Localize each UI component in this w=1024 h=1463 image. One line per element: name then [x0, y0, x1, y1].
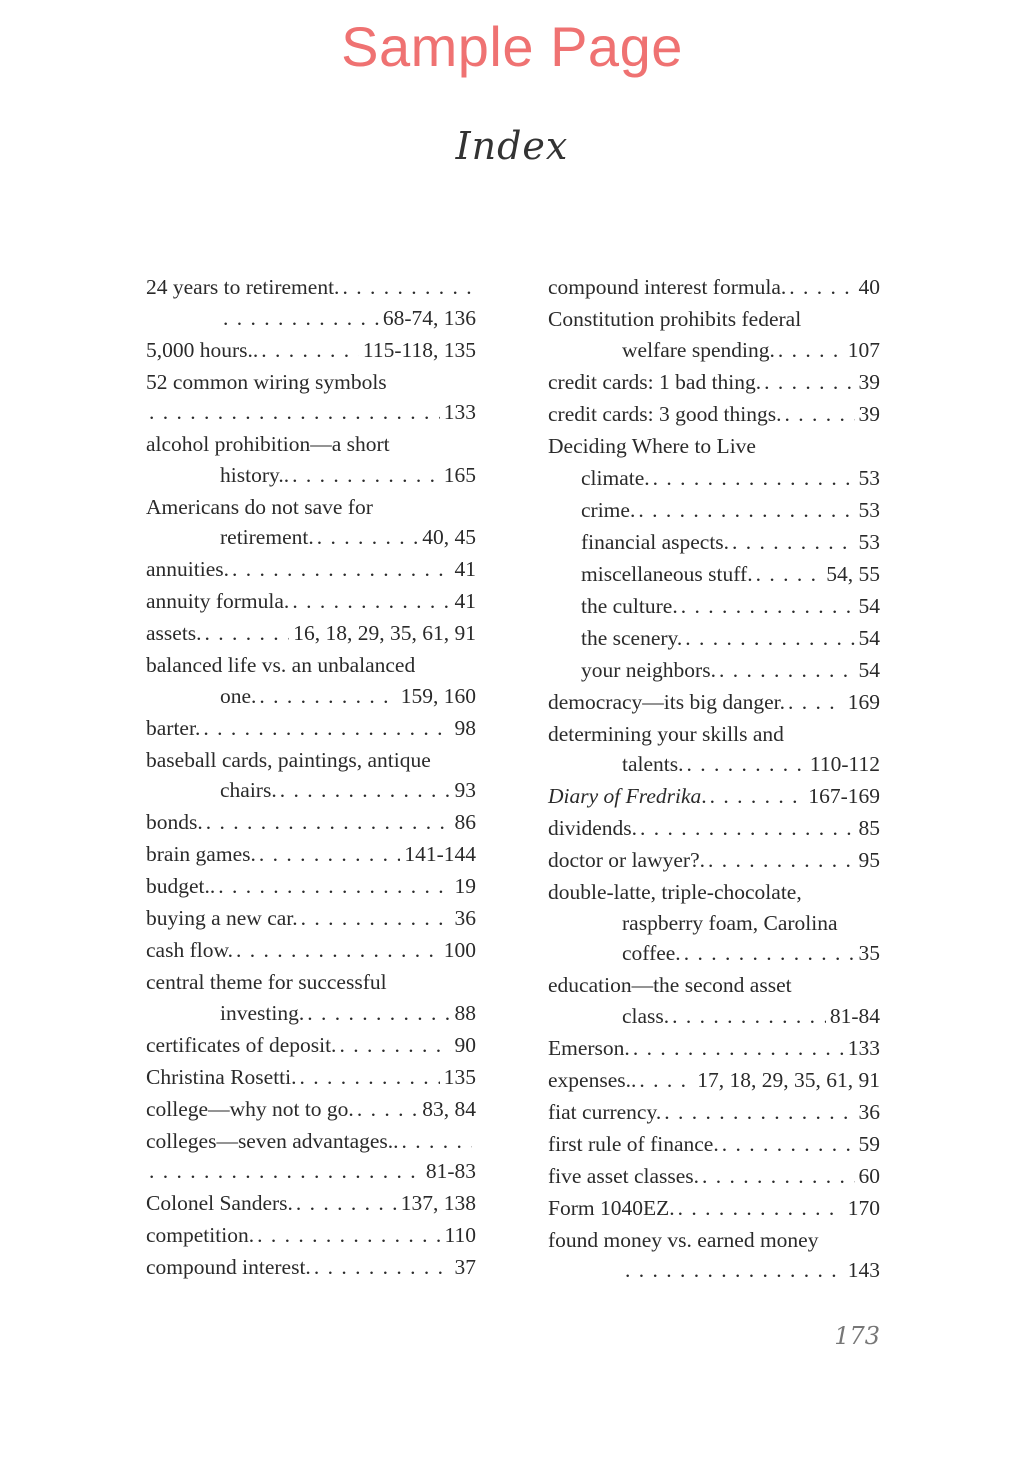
index-term: Colonel Sanders. — [146, 1191, 293, 1215]
index-entry-line — [146, 745, 476, 776]
index-entry-line — [548, 1065, 880, 1096]
index-entry-line — [548, 1161, 880, 1192]
index-entry — [548, 591, 880, 622]
dot-leader — [236, 935, 440, 966]
index-entry-line — [548, 1193, 880, 1224]
index-page-refs: 39 — [858, 401, 880, 426]
index-entry — [548, 495, 880, 526]
index-entry — [146, 1220, 476, 1251]
index-entry-line — [548, 970, 880, 1001]
index-entry — [146, 554, 476, 585]
index-term: climate. — [581, 465, 650, 490]
index-term: brain games. — [146, 842, 256, 866]
index-term: crime. — [581, 497, 636, 522]
index-page-refs: 54 — [858, 657, 880, 682]
dot-leader — [784, 399, 854, 430]
index-entry — [548, 845, 880, 876]
index-entry-line — [548, 877, 880, 908]
index-term: competition. — [146, 1223, 255, 1247]
index-term: annuities. — [146, 557, 229, 581]
dot-leader — [685, 623, 854, 654]
index-term: baseball cards, paintings, antique — [146, 747, 431, 772]
index-page-refs: 81-83 — [425, 1159, 476, 1183]
index-page-refs: 141-144 — [404, 842, 476, 866]
index-page-refs: 53 — [858, 497, 880, 522]
index-term: democracy—its big danger. — [548, 689, 786, 714]
index-entry-line — [146, 429, 476, 460]
index-entry-line — [146, 303, 476, 334]
index-page-refs: 107 — [847, 337, 880, 362]
index-term: balanced life vs. an unbalanced — [146, 653, 416, 677]
index-page-refs: 110 — [444, 1223, 476, 1247]
index-page-refs: 85 — [858, 816, 880, 840]
index-entry-line — [548, 367, 880, 398]
index-term: welfare spending. — [622, 337, 775, 362]
index-term: investing. — [220, 1000, 305, 1025]
index-term: Deciding Where to Live — [548, 433, 756, 458]
dot-leader — [205, 618, 290, 649]
index-term: fiat currency. — [548, 1099, 662, 1124]
index-term: five asset classes. — [548, 1163, 700, 1188]
index-entry-line — [548, 1033, 880, 1064]
index-entry-line — [548, 1225, 880, 1256]
index-entry-line — [548, 813, 880, 844]
index-entry-line — [548, 908, 880, 939]
index-page-refs: 36 — [454, 906, 476, 930]
dot-leader — [257, 1220, 440, 1251]
dot-leader — [280, 775, 451, 806]
dot-leader — [149, 397, 440, 428]
index-term: double-latte, triple-chocolate, — [548, 880, 802, 904]
index-entry — [548, 877, 880, 969]
dot-leader — [778, 335, 844, 366]
index-entry-line — [146, 998, 476, 1029]
dot-leader — [789, 272, 854, 303]
index-entry-line — [146, 650, 476, 681]
index-term: central theme for successful — [146, 970, 387, 994]
index-term: Emerson. — [548, 1035, 630, 1060]
index-entry-line — [146, 775, 476, 806]
index-term: compound interest. — [146, 1255, 311, 1279]
index-page-refs: 54 — [858, 593, 880, 618]
index-page-refs: 59 — [858, 1131, 880, 1156]
index-entry-line — [146, 1062, 476, 1093]
index-term: credit cards: 1 bad thing. — [548, 369, 762, 394]
index-entry-line — [146, 1156, 476, 1187]
dot-leader — [203, 713, 450, 744]
index-entry — [146, 586, 476, 617]
index-entry-line — [548, 655, 880, 686]
index-term-suffix: . — [701, 784, 707, 808]
index-entry-line — [146, 871, 476, 902]
index-page-refs: 68-74, 136 — [382, 305, 476, 330]
dot-leader — [764, 367, 854, 398]
page-number: 173 — [834, 1322, 880, 1350]
dot-leader — [402, 1126, 472, 1157]
index-entry — [548, 655, 880, 686]
index-entry-line — [146, 335, 476, 366]
index-term: history.. — [220, 462, 290, 487]
dot-leader — [708, 845, 855, 876]
index-page-refs: 40, 45 — [422, 525, 476, 549]
dot-leader — [788, 687, 844, 718]
index-page-refs: 17, 18, 29, 35, 61, 91 — [697, 1067, 880, 1092]
index-entry-line — [548, 623, 880, 654]
index-entry-line — [146, 903, 476, 934]
index-page-refs: 100 — [443, 938, 476, 962]
index-entry-line — [548, 399, 880, 430]
index-term: found money vs. earned money — [548, 1227, 819, 1252]
index-entry-line — [146, 1030, 476, 1061]
index-entry-line — [548, 1129, 880, 1160]
index-term: talents. — [622, 752, 684, 776]
index-column-left — [146, 272, 476, 1284]
dot-leader — [664, 1097, 854, 1128]
index-entry — [548, 970, 880, 1031]
index-term: Form 1040EZ. — [548, 1195, 675, 1220]
index-term: 52 common wiring symbols — [146, 369, 387, 394]
index-entry-line — [548, 781, 880, 812]
dot-leader — [218, 871, 450, 902]
index-entry-line — [548, 272, 880, 303]
index-page-refs: 167-169 — [808, 784, 880, 808]
index-term: first rule of finance. — [548, 1131, 719, 1156]
index-entry-line — [548, 463, 880, 494]
index-term: the scenery. — [581, 625, 683, 650]
index-entry-line — [146, 367, 476, 398]
index-page-refs: 19 — [454, 874, 476, 898]
index-page-refs: 88 — [454, 1000, 476, 1025]
index-entry-line — [146, 522, 476, 553]
index-term: budget.. — [146, 874, 216, 898]
index-entry — [146, 1126, 476, 1187]
index-term: buying a new car. — [146, 906, 298, 930]
index-entry — [146, 745, 476, 806]
index-entry — [548, 719, 880, 780]
index-page-refs: 16, 18, 29, 35, 61, 91 — [293, 621, 476, 645]
index-entry — [146, 935, 476, 966]
index-entry — [548, 623, 880, 654]
dot-leader — [756, 559, 823, 590]
index-entry — [146, 492, 476, 553]
index-term: assets. — [146, 621, 202, 645]
index-entry — [146, 1188, 476, 1219]
dot-leader — [672, 1001, 826, 1032]
index-entry — [146, 650, 476, 711]
index-term: certificates of deposit. — [146, 1032, 337, 1057]
index-entry-line — [548, 719, 880, 750]
index-entry-line — [146, 713, 476, 744]
index-page-refs: 39 — [858, 369, 880, 394]
index-entry — [146, 871, 476, 902]
index-term: college—why not to go. — [146, 1096, 354, 1121]
index-term: doctor or lawyer?. — [548, 848, 705, 872]
index-term: cash flow. — [146, 938, 233, 962]
index-page-refs: 169 — [847, 689, 880, 714]
dot-leader — [684, 938, 855, 969]
index-page-refs: 35 — [858, 941, 880, 965]
index-entry-line — [548, 591, 880, 622]
index-page-refs: 41 — [454, 557, 476, 581]
index-page-refs: 53 — [858, 465, 880, 490]
index-term: Christina Rosetti. — [146, 1064, 297, 1089]
index-entry — [146, 429, 476, 490]
index-entry — [548, 367, 880, 398]
index-term: determining your skills and — [548, 721, 784, 746]
index-entry — [548, 1097, 880, 1128]
index-term: miscellaneous stuff. — [581, 561, 753, 586]
index-page-refs: 36 — [858, 1099, 880, 1124]
index-entry-line — [146, 554, 476, 585]
index-page-refs: 110-112 — [809, 752, 880, 776]
index-entry — [548, 431, 880, 462]
index-entry — [548, 1033, 880, 1064]
index-entry-line — [146, 1126, 476, 1157]
index-entry — [146, 367, 476, 428]
index-page-refs: 115-118, 135 — [362, 337, 476, 362]
dot-leader — [292, 586, 450, 617]
index-entry-line — [548, 335, 880, 366]
index-term: barter. — [146, 715, 201, 740]
index-entry — [548, 1193, 880, 1224]
index-page-refs: 40 — [858, 275, 880, 299]
dot-leader — [300, 1062, 440, 1093]
index-term: credit cards: 3 good things. — [548, 401, 782, 426]
index-entry-line — [146, 807, 476, 838]
dot-leader — [261, 335, 359, 366]
index-entry — [548, 399, 880, 430]
index-page-refs: 83, 84 — [422, 1096, 476, 1121]
index-page-refs: 53 — [858, 529, 880, 554]
index-page-refs: 133 — [847, 1035, 880, 1060]
dot-leader — [259, 681, 396, 712]
index-entry — [548, 1129, 880, 1160]
index-entry-line — [146, 681, 476, 712]
index-entry — [548, 559, 880, 590]
dot-leader — [625, 1255, 844, 1286]
index-entry-line — [548, 527, 880, 558]
index-entry — [146, 1252, 476, 1283]
dot-leader — [702, 1161, 854, 1192]
index-entry-line — [146, 967, 476, 998]
dot-leader — [678, 1193, 844, 1224]
index-term: alcohol prohibition—a short — [146, 432, 390, 456]
index-entry — [146, 272, 476, 333]
index-page-refs: 165 — [443, 462, 476, 487]
dot-leader — [296, 1188, 397, 1219]
dot-leader — [639, 1065, 693, 1096]
index-entry — [146, 1094, 476, 1125]
dot-leader — [314, 1252, 451, 1283]
index-entry-line — [146, 1094, 476, 1125]
index-entry — [548, 527, 880, 558]
index-term: coffee. — [622, 941, 681, 965]
index-page-refs: 90 — [454, 1032, 476, 1057]
index-entry-line — [146, 460, 476, 491]
dot-leader — [342, 272, 472, 303]
index-entry — [146, 335, 476, 366]
dot-leader — [638, 495, 854, 526]
index-entry — [146, 839, 476, 870]
index-term: retirement. — [220, 525, 314, 549]
dot-leader — [307, 998, 450, 1029]
dot-leader — [722, 1129, 855, 1160]
index-term: bonds. — [146, 810, 203, 834]
index-entry — [146, 967, 476, 1028]
index-entry — [548, 1065, 880, 1096]
index-page-refs: 81-84 — [829, 1003, 880, 1028]
index-entry-line — [548, 304, 880, 335]
index-column-right — [548, 272, 880, 1287]
index-term: annuity formula. — [146, 589, 290, 613]
index-entry-line — [548, 938, 880, 969]
index-entry-line — [548, 1001, 880, 1032]
index-entry — [146, 618, 476, 649]
dot-leader — [232, 554, 451, 585]
index-entry — [146, 713, 476, 744]
index-entry — [548, 304, 880, 365]
sample-page-watermark: Sample Page — [341, 15, 683, 78]
index-page-refs: 137, 138 — [400, 1191, 476, 1215]
index-entry-line — [548, 845, 880, 876]
dot-leader — [653, 463, 855, 494]
index-page-refs: 133 — [443, 400, 476, 424]
dot-leader — [292, 460, 440, 491]
index-term: your neighbors. — [581, 657, 716, 682]
index-page-refs: 143 — [847, 1258, 880, 1282]
index-entry — [146, 807, 476, 838]
index-entry-line — [146, 272, 476, 303]
index-entry-line — [146, 935, 476, 966]
index-term: class. — [622, 1003, 670, 1028]
index-entry — [548, 781, 880, 812]
index-term: Americans do not save for — [146, 494, 373, 519]
index-term: one. — [220, 683, 257, 708]
dot-leader — [640, 813, 855, 844]
index-entry — [146, 903, 476, 934]
dot-leader — [301, 903, 451, 934]
index-term: raspberry foam, Carolina — [622, 910, 838, 935]
index-entry-line — [146, 492, 476, 523]
index-page-refs: 95 — [858, 848, 880, 872]
index-page-refs: 37 — [454, 1255, 476, 1279]
index-entry — [146, 1062, 476, 1093]
index-entry-line — [146, 839, 476, 870]
dot-leader — [206, 807, 451, 838]
index-term: 5,000 hours.. — [146, 337, 259, 362]
index-entry-line — [548, 687, 880, 718]
dot-leader — [149, 1156, 422, 1187]
dot-leader — [719, 655, 855, 686]
index-entry-line — [146, 1220, 476, 1251]
dot-leader — [633, 1033, 844, 1064]
index-entry — [548, 272, 880, 303]
index-entry-line — [146, 1252, 476, 1283]
index-entry — [548, 687, 880, 718]
index-page-refs: 86 — [454, 810, 476, 834]
index-entry-line — [548, 495, 880, 526]
index-entry-line — [548, 1255, 880, 1286]
dot-leader — [710, 781, 805, 812]
index-page-refs: 170 — [847, 1195, 880, 1220]
index-entry — [146, 1030, 476, 1061]
index-entry-line — [146, 618, 476, 649]
index-entry — [548, 1161, 880, 1192]
index-term: expenses.. — [548, 1067, 637, 1092]
page-title: Index — [455, 124, 569, 168]
index-term: chairs. — [220, 778, 277, 802]
dot-leader — [317, 522, 419, 553]
index-term: dividends. — [548, 816, 637, 840]
dot-leader — [339, 1030, 450, 1061]
index-term: the culture. — [581, 593, 678, 618]
index-entry-line — [146, 397, 476, 428]
index-entry-line — [146, 1188, 476, 1219]
dot-leader — [259, 839, 400, 870]
index-term: Diary of Fredrika — [548, 784, 702, 808]
index-term: 24 years to retirement. — [146, 275, 340, 299]
dot-leader — [732, 527, 854, 558]
index-term: Constitution prohibits federal — [548, 307, 802, 331]
index-entry-line — [548, 1097, 880, 1128]
index-page-refs: 98 — [454, 715, 476, 740]
index-term: compound interest formula. — [548, 275, 787, 299]
index-page-refs: 60 — [858, 1163, 880, 1188]
index-page-refs: 54, 55 — [826, 561, 880, 586]
index-term: financial aspects. — [581, 529, 730, 554]
index-entry-line — [548, 749, 880, 780]
dot-leader — [357, 1094, 418, 1125]
index-entry — [548, 1225, 880, 1286]
index-entry — [548, 463, 880, 494]
dot-leader — [687, 749, 806, 780]
index-entry — [548, 813, 880, 844]
dot-leader — [681, 591, 855, 622]
index-page-refs: 93 — [454, 778, 476, 802]
index-term: colleges—seven advantages.. — [146, 1128, 399, 1153]
index-page-refs: 135 — [443, 1064, 476, 1089]
index-term: education—the second asset — [548, 973, 792, 997]
dot-leader — [223, 303, 379, 334]
index-page-refs: 54 — [858, 625, 880, 650]
index-entry-line — [548, 559, 880, 590]
index-entry-line — [146, 586, 476, 617]
index-page-refs: 41 — [454, 589, 476, 613]
index-entry-line — [548, 431, 880, 462]
index-page-refs: 159, 160 — [400, 683, 476, 708]
